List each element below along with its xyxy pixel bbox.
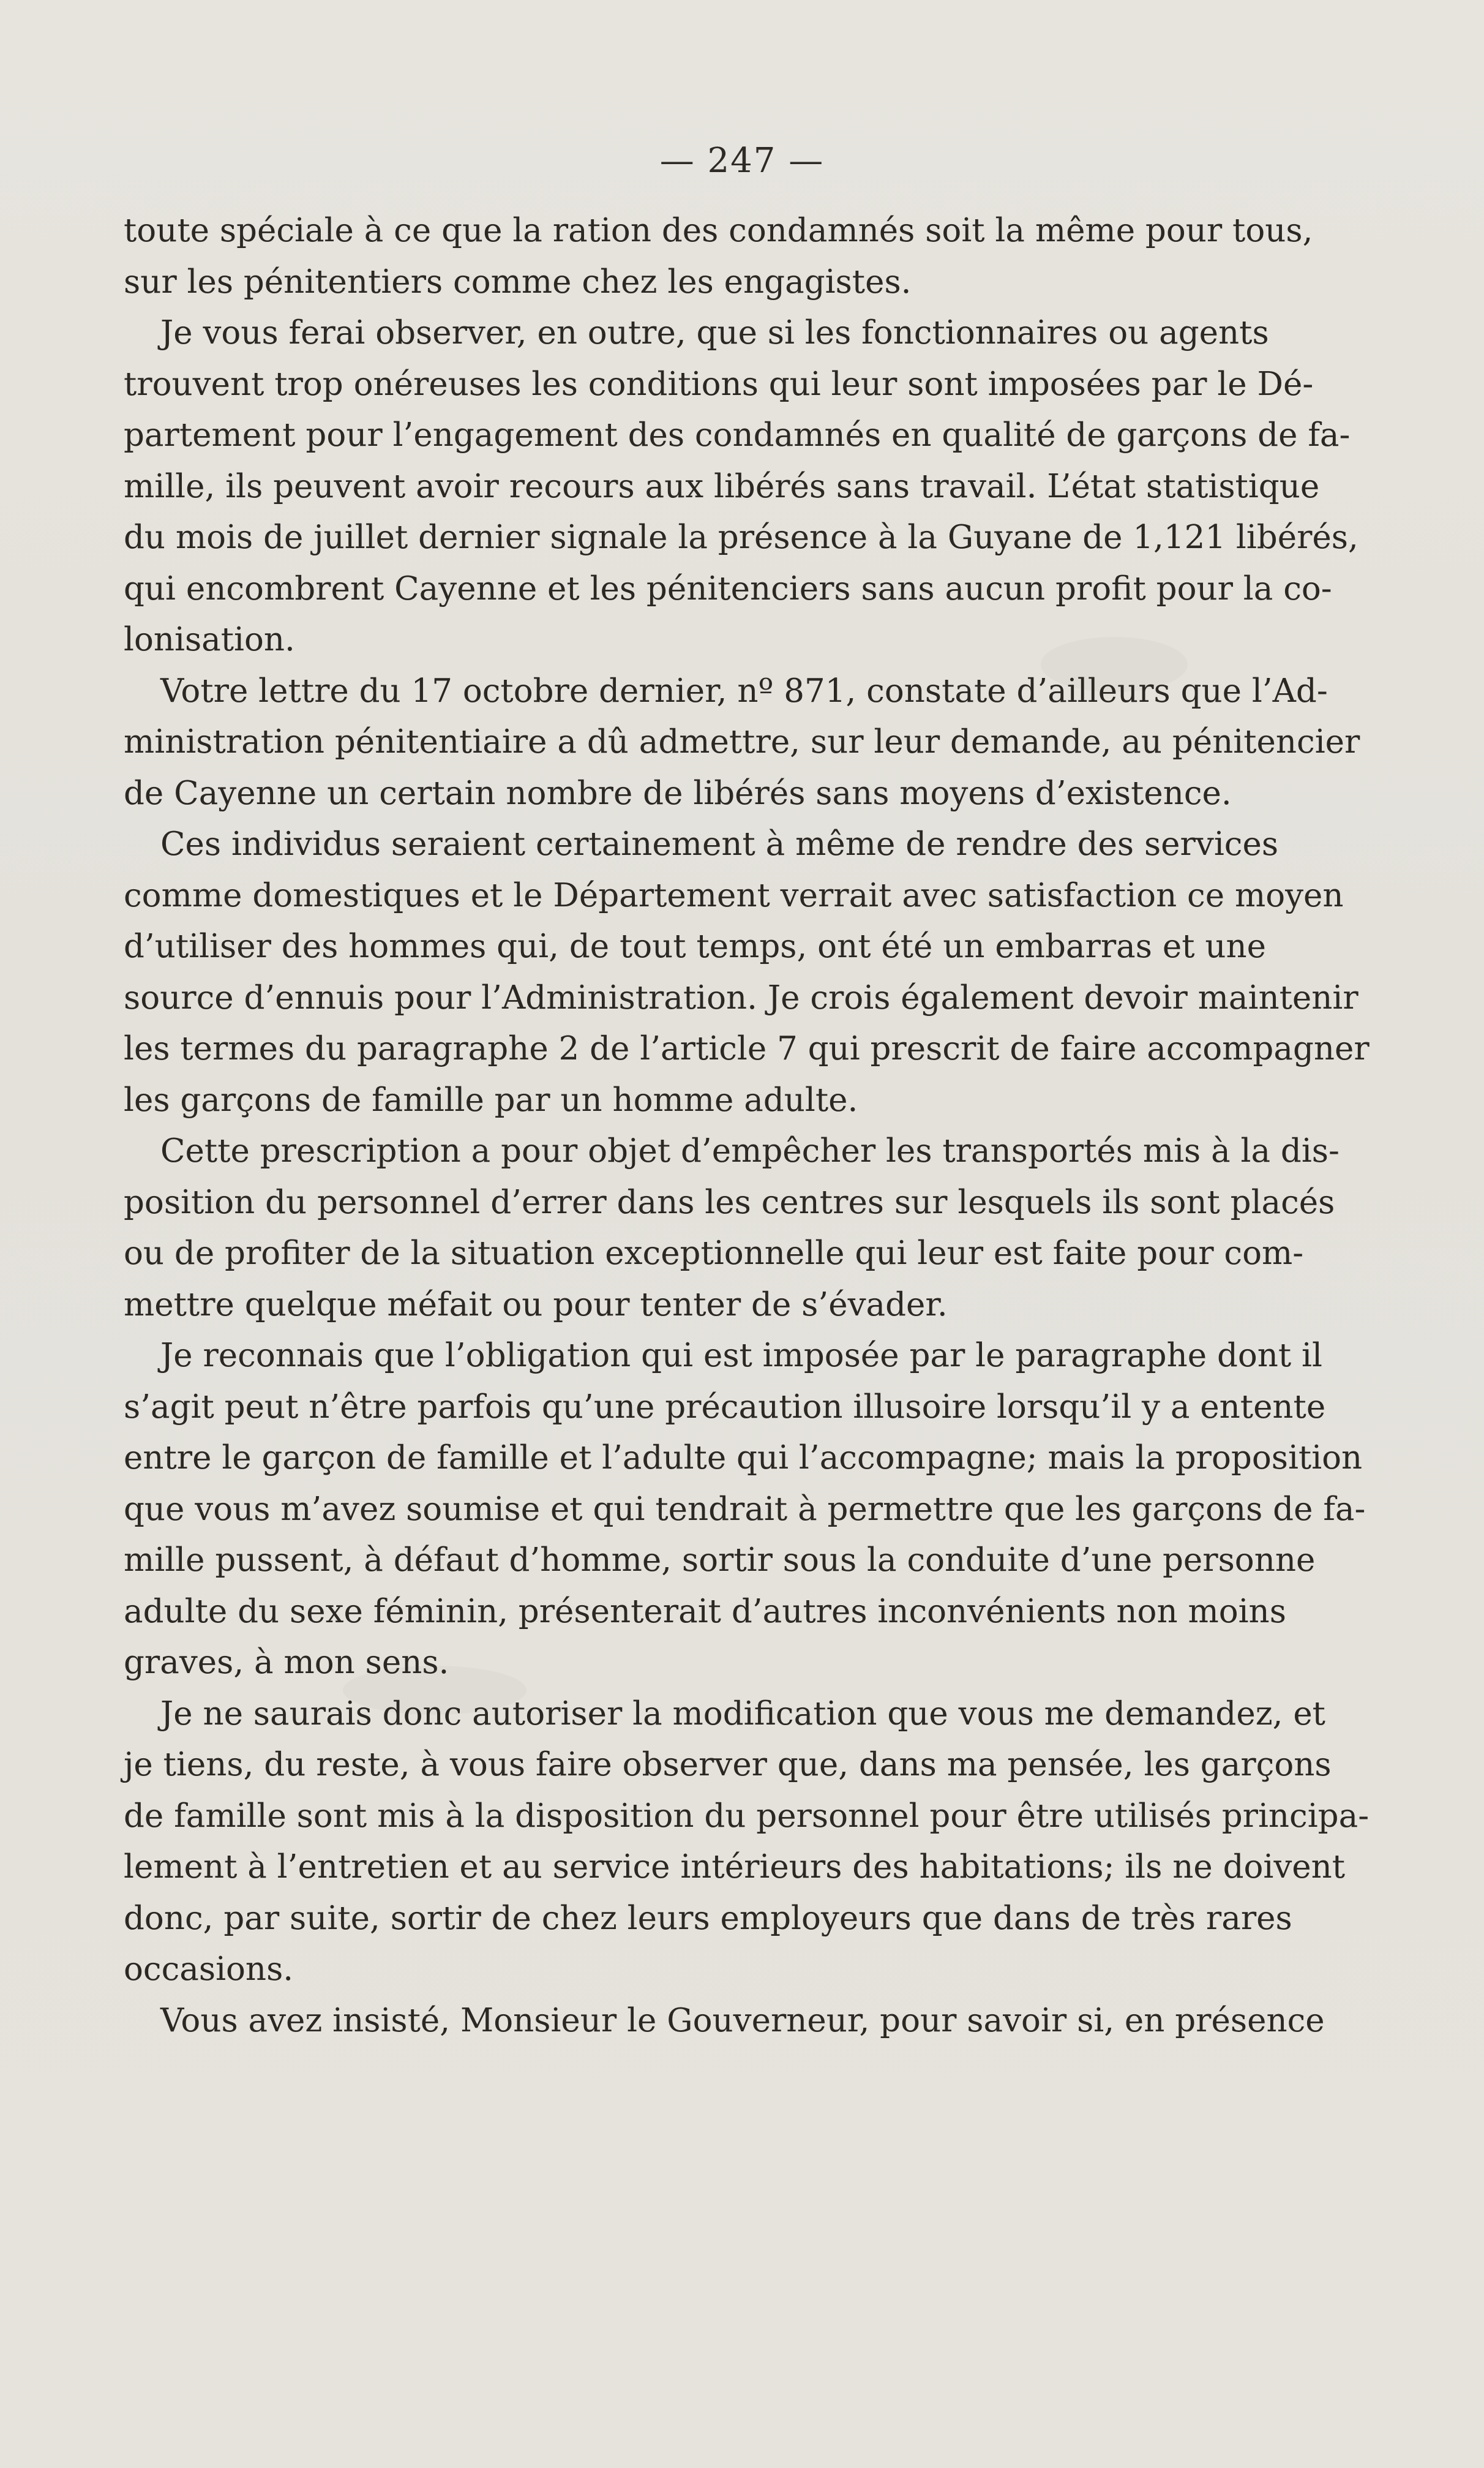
text-line: les termes du paragraphe 2 de l’article 7 qui prescrit de faire accompagner xyxy=(124,1030,1370,1067)
paragraph xyxy=(124,307,1358,666)
text-line: source d’ennuis pour l’Administration. Je crois également devoir maintenir xyxy=(124,979,1358,1017)
text-line: mettre quelque méfait ou pour tenter de s’évader. xyxy=(124,1285,948,1323)
text-line: ou de profiter de la situation exceptionnelle qui leur est faite pour com- xyxy=(124,1235,1304,1272)
text-line: Je reconnais que l’obligation qui est imposée par le paragraphe dont il xyxy=(160,1337,1322,1374)
text-line: Vous avez insisté, Monsieur le Gouverneur, pour savoir si, en présence xyxy=(160,2001,1325,2039)
text-line: ministration pénitentiaire a dû admettre, sur leur demande, au pénitencier xyxy=(124,723,1360,761)
paragraph xyxy=(124,666,1360,819)
text-line: les garçons de famille par un homme adulte. xyxy=(124,1081,858,1119)
text-line: Votre lettre du 17 octobre dernier, nº 871, constate d’ailleurs que l’Ad- xyxy=(160,672,1328,710)
text-line: sur les pénitentiers comme chez les engagistes. xyxy=(124,263,912,301)
text-line: entre le garçon de famille et l’adulte qui l’accompagne; mais la proposition xyxy=(124,1439,1363,1477)
text-line: lonisation. xyxy=(124,621,295,658)
text-line: trouvent trop onéreuses les conditions qui leur sont imposées par le Dé- xyxy=(124,365,1314,403)
paragraph xyxy=(124,1995,1325,2047)
text-line: occasions. xyxy=(124,1951,294,1988)
text-line: donc, par suite, sortir de chez leurs employeurs que dans de très rares xyxy=(124,1899,1292,1937)
text-line: s’agit peut n’être parfois qu’une précaution illusoire lorsqu’il y a entente xyxy=(124,1388,1326,1426)
paragraph xyxy=(124,1330,1366,1688)
text-line: mille, ils peuvent avoir recours aux libérés sans travail. L’état statistique xyxy=(124,467,1320,505)
text-line: d’utiliser des hommes qui, de tout temps, ont été un embarras et une xyxy=(124,928,1266,965)
text-line: graves, à mon sens. xyxy=(124,1644,449,1681)
paragraph xyxy=(124,205,1313,307)
paragraph xyxy=(124,1688,1370,1995)
text-line: je tiens, du reste, à vous faire observer que, dans ma pensée, les garçons xyxy=(124,1746,1332,1783)
text-line: adulte du sexe féminin, présenterait d’autres inconvénients non moins xyxy=(124,1592,1286,1630)
text-line: lement à l’entretien et au service intérieurs des habitations; ils ne doivent xyxy=(124,1848,1346,1886)
paragraph xyxy=(124,819,1370,1126)
text-line: Je ne saurais donc autoriser la modification que vous me demandez, et xyxy=(160,1695,1325,1732)
text-line: qui encombrent Cayenne et les pénitenciers sans aucun profit pour la co- xyxy=(124,570,1332,608)
text-line: Ces individus seraient certainement à même de rendre des services xyxy=(160,826,1279,863)
text-line: toute spéciale à ce que la ration des condamnés soit la même pour tous, xyxy=(124,212,1313,249)
text-line: partement pour l’engagement des condamnés en qualité de garçons de fa- xyxy=(124,416,1351,454)
text-line: Cette prescription a pour objet d’empêcher les transportés mis à la dis- xyxy=(160,1132,1340,1170)
text-line: du mois de juillet dernier signale la présence à la Guyane de 1,121 libérés, xyxy=(124,519,1358,556)
text-line: de famille sont mis à la disposition du personnel pour être utilisés principa- xyxy=(124,1797,1370,1835)
body-text xyxy=(124,205,1370,2046)
text-line: position du personnel d’errer dans les centres sur lesquels ils sont placés xyxy=(124,1183,1335,1221)
text-line: que vous m’avez soumise et qui tendrait à permettre que les garçons de fa- xyxy=(124,1490,1366,1528)
paragraph xyxy=(124,1126,1340,1330)
text-line: Je vous ferai observer, en outre, que si les fonctionnaires ou agents xyxy=(160,314,1269,352)
page-number: — 247 — xyxy=(659,141,825,181)
text-line: de Cayenne un certain nombre de libérés sans moyens d’existence. xyxy=(124,774,1232,812)
text-line: comme domestiques et le Département verrait avec satisfaction ce moyen xyxy=(124,876,1344,914)
text-line: mille pussent, à défaut d’homme, sortir sous la conduite d’une personne xyxy=(124,1541,1316,1579)
